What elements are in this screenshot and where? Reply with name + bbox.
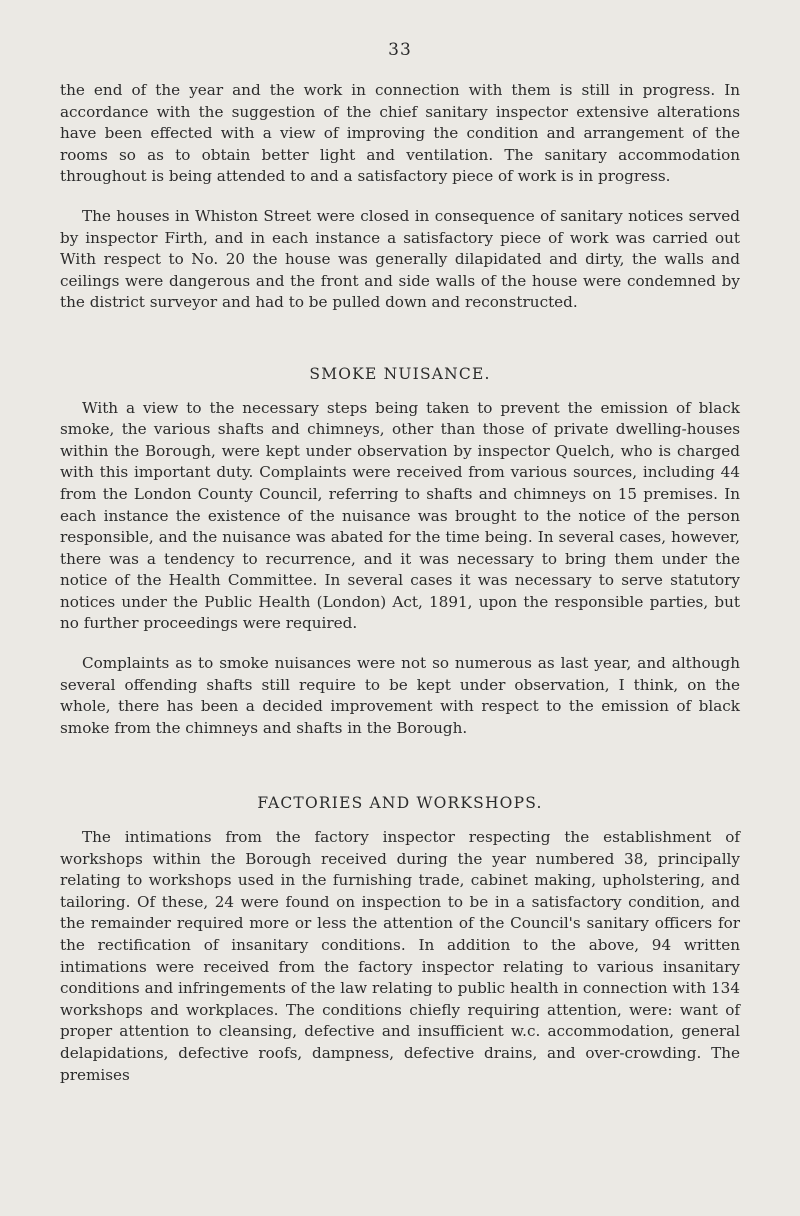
section-heading-factories-workshops: FACTORIES AND WORKSHOPS. (257, 794, 543, 813)
paragraph-smoke-observation: With a view to the necessary steps being taken to prevent the emission of black smoke, the various shafts and chimneys, other than those of private dwelling-houses within the Borough, were kept under observation by inspector Quelch, who is charged with this important duty. Complaints were received from various sources, including 44 from the London County Council, referring to shafts and chimneys on 15 premises. In each instance the existence of the nuisance was brought to the notice of the person responsible, and the nuisance was abated for the time being. In several cases, however, there was a tendency to recurrence, and it was necessary to bring them under the notice of the Health Committee. In several cases it was necessary to serve statutory notices under the Public Health (London) Act, 1891, upon the responsible parties, but no further proceedings were required. (60, 398, 740, 633)
paragraph-whiston-street: The houses in Whiston Street were closed in consequence of sanitary notices served by inspector Firth, and in each instance a satisfactory piece of work was carried out With respect to No. 20 the house was generally dilapidated and dirty, the walls and ceilings were dangerous and the front and side walls of the house were condemned by the district surveyor and had to be pulled down and reconstructed. (60, 206, 740, 312)
paragraph-factory-intimations: The intimations from the factory inspector respecting the establishment of workshops within the Borough received during the year numbered 38, principally relating to workshops used in the furnishing trade, cabinet making, upholstering, and tailoring. Of these, 24 were found on inspection to be in a satisfactory condition, and the remainder required more or less the attention of the Council's sanitary officers for the rectification of insanitary conditions. In addition to the above, 94 written intimations were received from the factory inspector relating to various insanitary conditions and infringements of the law relating to public health in connection with 134 workshops and workplaces. The conditions chiefly requiring attention, were: want of proper attention to cleansing, defective and insufficient w.c. accommodation, general delapidations, defective roofs, dampness, defective drains, and over-crowding. The premises (60, 828, 740, 1084)
paragraph-continuation: the end of the year and the work in connection with them is still in progress. In accordance with the suggestion of the chief sanitary inspector extensive alterations have been effected with a view of improving the condition and arrangement of the rooms so as to obtain better light and ventilation. The sanitary accommodation throughout is being attended to and a satisfactory piece of work is in progress. (60, 81, 740, 186)
section-heading-smoke-nuisance: SMOKE NUISANCE. (309, 364, 491, 383)
page-body (60, 80, 740, 1086)
page-number: 33 (388, 40, 412, 60)
paragraph-smoke-complaints: Complaints as to smoke nuisances were not so numerous as last year, and although several offending shafts still require to be kept under observation, I think, on the whole, there has been a decided improvement with respect to the emission of black smoke from the chimneys and shafts in the Borough. (60, 654, 740, 737)
